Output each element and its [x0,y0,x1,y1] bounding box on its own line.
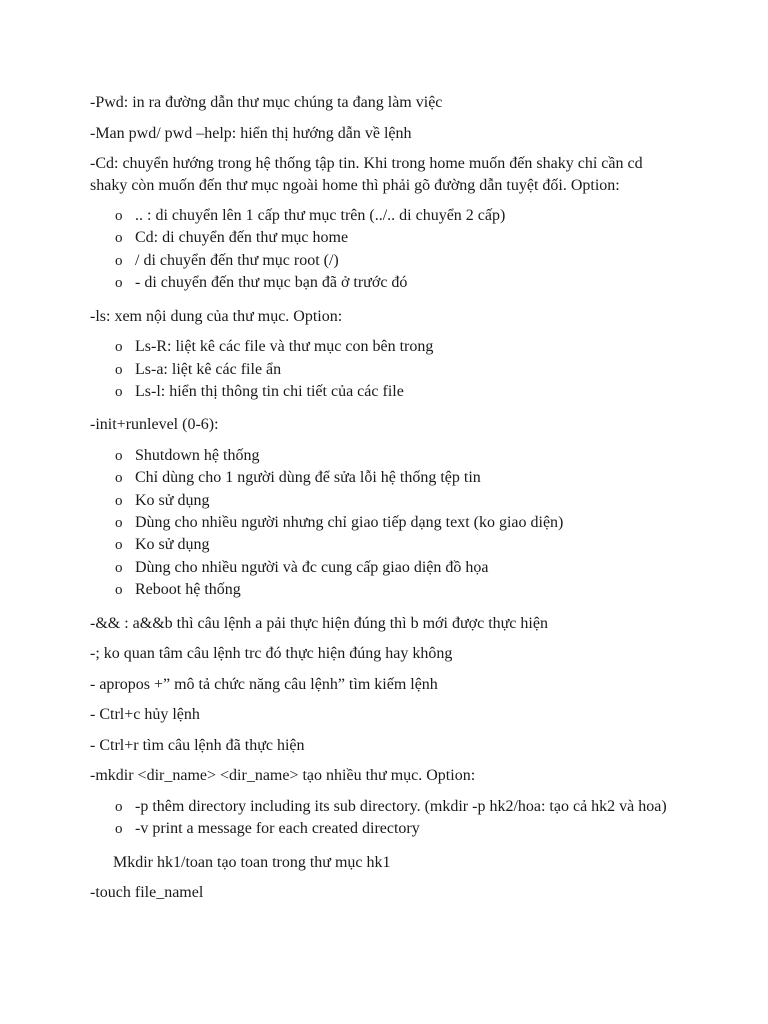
bullet-marker: o [115,275,123,292]
list-item-text: - di chuyển đến thư mục bạn đã ở trước đó [135,274,408,292]
bullet-marker: o [115,582,123,599]
list-item [115,467,678,489]
list-item [115,381,678,403]
bullet-list [90,205,678,295]
paragraph: - apropos +” mô tả chức năng câu lệnh” tìm kiếm lệnh [90,675,438,693]
bullet-marker: o [115,537,123,554]
list-item-text: .. : di chuyển lên 1 cấp thư mục trên (../.. di chuyển 2 cấp) [135,207,506,224]
list-item [115,818,678,840]
list-item [115,272,678,294]
list-item-text: Ko sử dụng [135,536,210,554]
list-item-text: Ls-R: liệt kê các file và thư mục con bên trong [135,338,434,356]
bullet-marker: o [115,798,123,815]
list-item [115,445,678,467]
list-item-text: Ls-a: liệt kê các file ẩn [135,360,282,378]
bullet-marker: o [115,470,123,487]
paragraph: -ls: xem nội dung của thư mục. Option: [90,307,343,325]
bullet-marker: o [115,339,123,356]
paragraph: -Pwd: in ra đường dẫn thư mục chúng ta đang làm việc [90,94,443,111]
paragraph: -touch file_namel [90,884,204,901]
list-item [115,579,678,601]
list-item [115,796,678,818]
list-item [115,557,678,579]
list-item-text: Cd: di chuyển đến thư mục home [135,229,349,247]
list-item [115,205,678,227]
list-item-text: Dùng cho nhiều người và đc cung cấp giao diện đồ họa [135,558,489,576]
paragraph: -; ko quan tâm câu lệnh trc đó thực hiện đúng hay không [90,645,453,663]
paragraph: -&& : a&&b thì câu lệnh a pải thực hiện đúng thì b mới được thực hiện [90,614,548,632]
bullet-marker: o [115,208,123,224]
paragraph: - Ctrl+c hủy lệnh [90,706,200,724]
list-item-text: Reboot hệ thống [135,581,241,599]
list-item-text: Shutdown hệ thống [135,446,260,464]
bullet-list [90,796,678,841]
paragraph: -Man pwd/ pwd –help: hiển thị hướng dẫn về lệnh [90,124,412,142]
list-item-text: -v print a message for each created directory [135,820,420,838]
bullet-marker: o [115,383,123,400]
list-item [115,534,678,556]
bullet-marker: o [115,447,123,464]
bullet-list [90,445,678,602]
list-item [115,490,678,512]
list-item-text: -p thêm directory including its sub directory. (mkdir -p hk2/hoa: tạo cả hk2 và hoa) [135,797,667,815]
bullet-list [90,336,678,403]
paragraph: -mkdir <dir_name> <dir_name> tạo nhiều thư mục. Option: [90,767,476,785]
list-item-text: Dùng cho nhiều người nhưng chỉ giao tiếp dạng text (ko giao diện) [135,514,564,532]
list-item [115,250,678,272]
indented-note: Mkdir hk1/toan tạo toan trong thư mục hk1 [113,853,391,871]
list-item-text: Ls-l: hiển thị thông tin chi tiết của các file [135,382,404,400]
list-item [115,512,678,534]
bullet-marker: o [115,515,123,532]
list-item [115,359,678,381]
paragraph: - Ctrl+r tìm câu lệnh đã thực hiện [90,736,305,754]
bullet-marker: o [115,230,123,247]
bullet-marker: o [115,361,123,378]
bullet-marker: o [115,252,123,269]
list-item [115,336,678,358]
paragraph: -init+runlevel (0-6): [90,416,219,434]
list-item-text: / di chuyển đến thư mục root (/) [135,251,339,269]
list-item [115,227,678,249]
bullet-marker: o [115,821,123,838]
bullet-marker: o [115,559,123,576]
list-item-text: Ko sử dụng [135,491,210,509]
paragraph: -Cd: chuyển hướng trong hệ thống tập tin. Khi trong home muốn đến shaky chỉ cần cd shaky còn muốn đến thư mục ngoài home thì phải gõ đường dẫn tuyệt đối. Option: [90,155,643,194]
list-item-text: Chỉ dùng cho 1 người dùng để sửa lỗi hệ thống tệp tin [135,469,481,487]
bullet-marker: o [115,492,123,509]
